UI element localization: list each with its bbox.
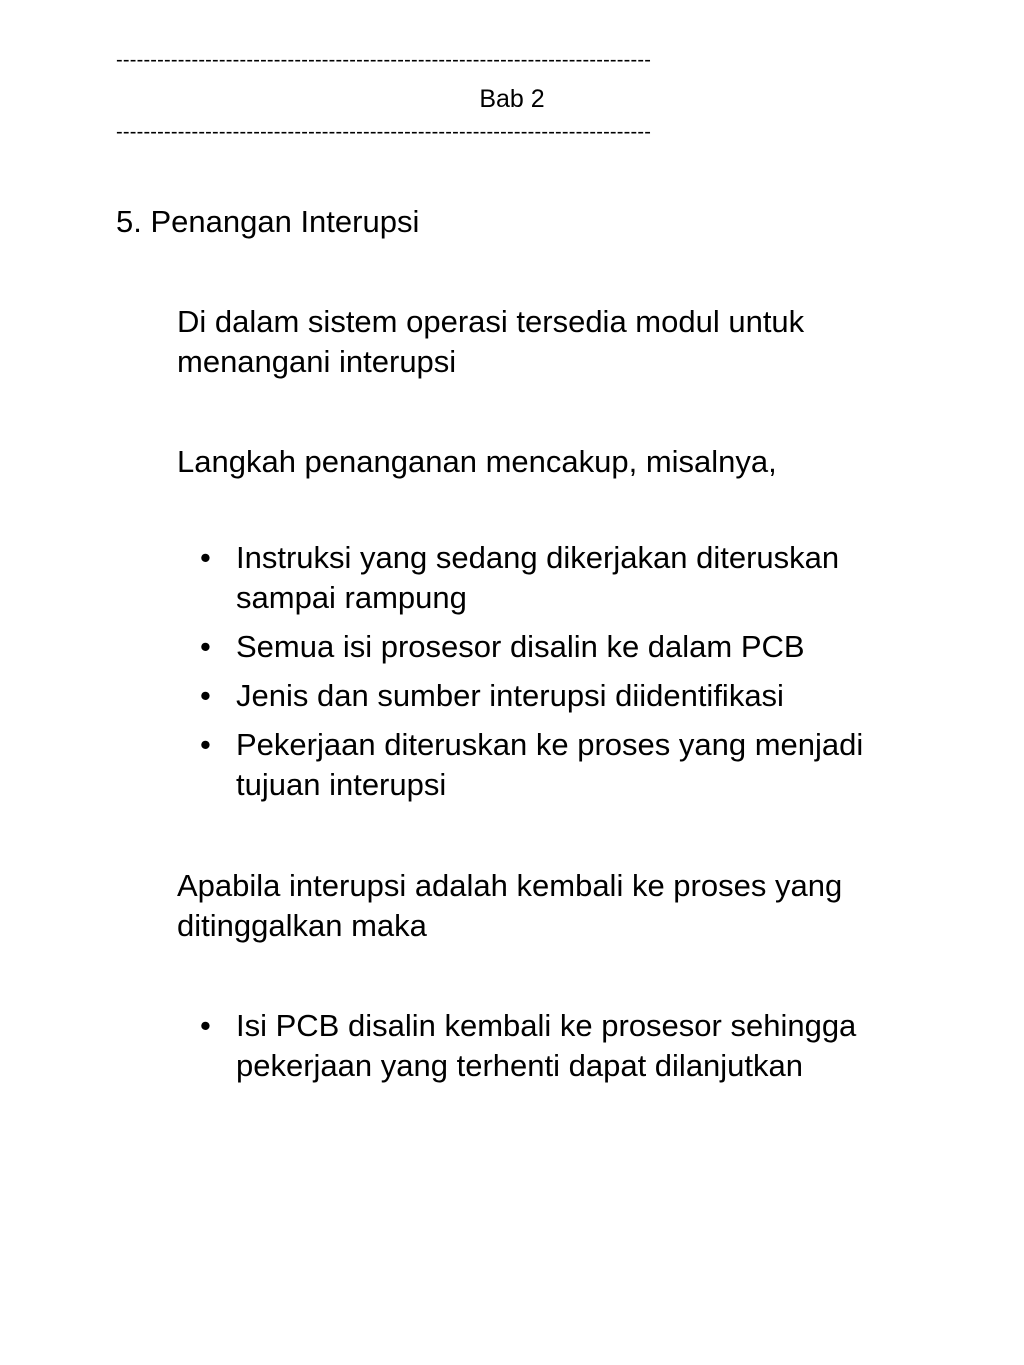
steps-intro-paragraph: Langkah penanganan mencakup, misalnya,	[177, 444, 777, 479]
list-item-text: Jenis dan sumber interupsi diidentifikasi	[236, 678, 784, 713]
bullet-icon: •	[200, 1008, 211, 1043]
return-paragraph: Apabila interupsi adalah kembali ke proses yang ditinggalkan maka	[177, 868, 843, 943]
handling-steps-list	[200, 538, 940, 814]
header-top-rule: ------------------------------------------------------------------------------	[116, 49, 652, 71]
list-item	[200, 725, 940, 805]
bullet-icon: •	[200, 629, 211, 664]
section-heading: 5. Penangan Interupsi	[116, 204, 420, 239]
list-item	[200, 627, 940, 667]
header-bottom-rule: ------------------------------------------------------------------------------	[116, 121, 652, 143]
bullet-icon: •	[200, 540, 211, 575]
list-item-text: Pekerjaan diteruskan ke proses yang menjadi tujuan interupsi	[236, 727, 864, 802]
list-item	[200, 676, 940, 716]
list-item-text: Semua isi prosesor disalin ke dalam PCB	[236, 629, 805, 664]
list-item-text: Instruksi yang sedang dikerjakan diteruskan sampai rampung	[236, 540, 840, 615]
list-item	[200, 538, 940, 618]
list-item	[200, 1006, 940, 1086]
list-item-text: Isi PCB disalin kembali ke prosesor sehingga pekerjaan yang terhenti dapat dilanjutkan	[236, 1008, 857, 1083]
bullet-icon: •	[200, 727, 211, 762]
chapter-title: Bab 2	[479, 85, 545, 113]
return-steps-list	[200, 1006, 940, 1095]
bullet-icon: •	[200, 678, 211, 713]
intro-paragraph: Di dalam sistem operasi tersedia modul untuk menangani interupsi	[177, 304, 805, 379]
